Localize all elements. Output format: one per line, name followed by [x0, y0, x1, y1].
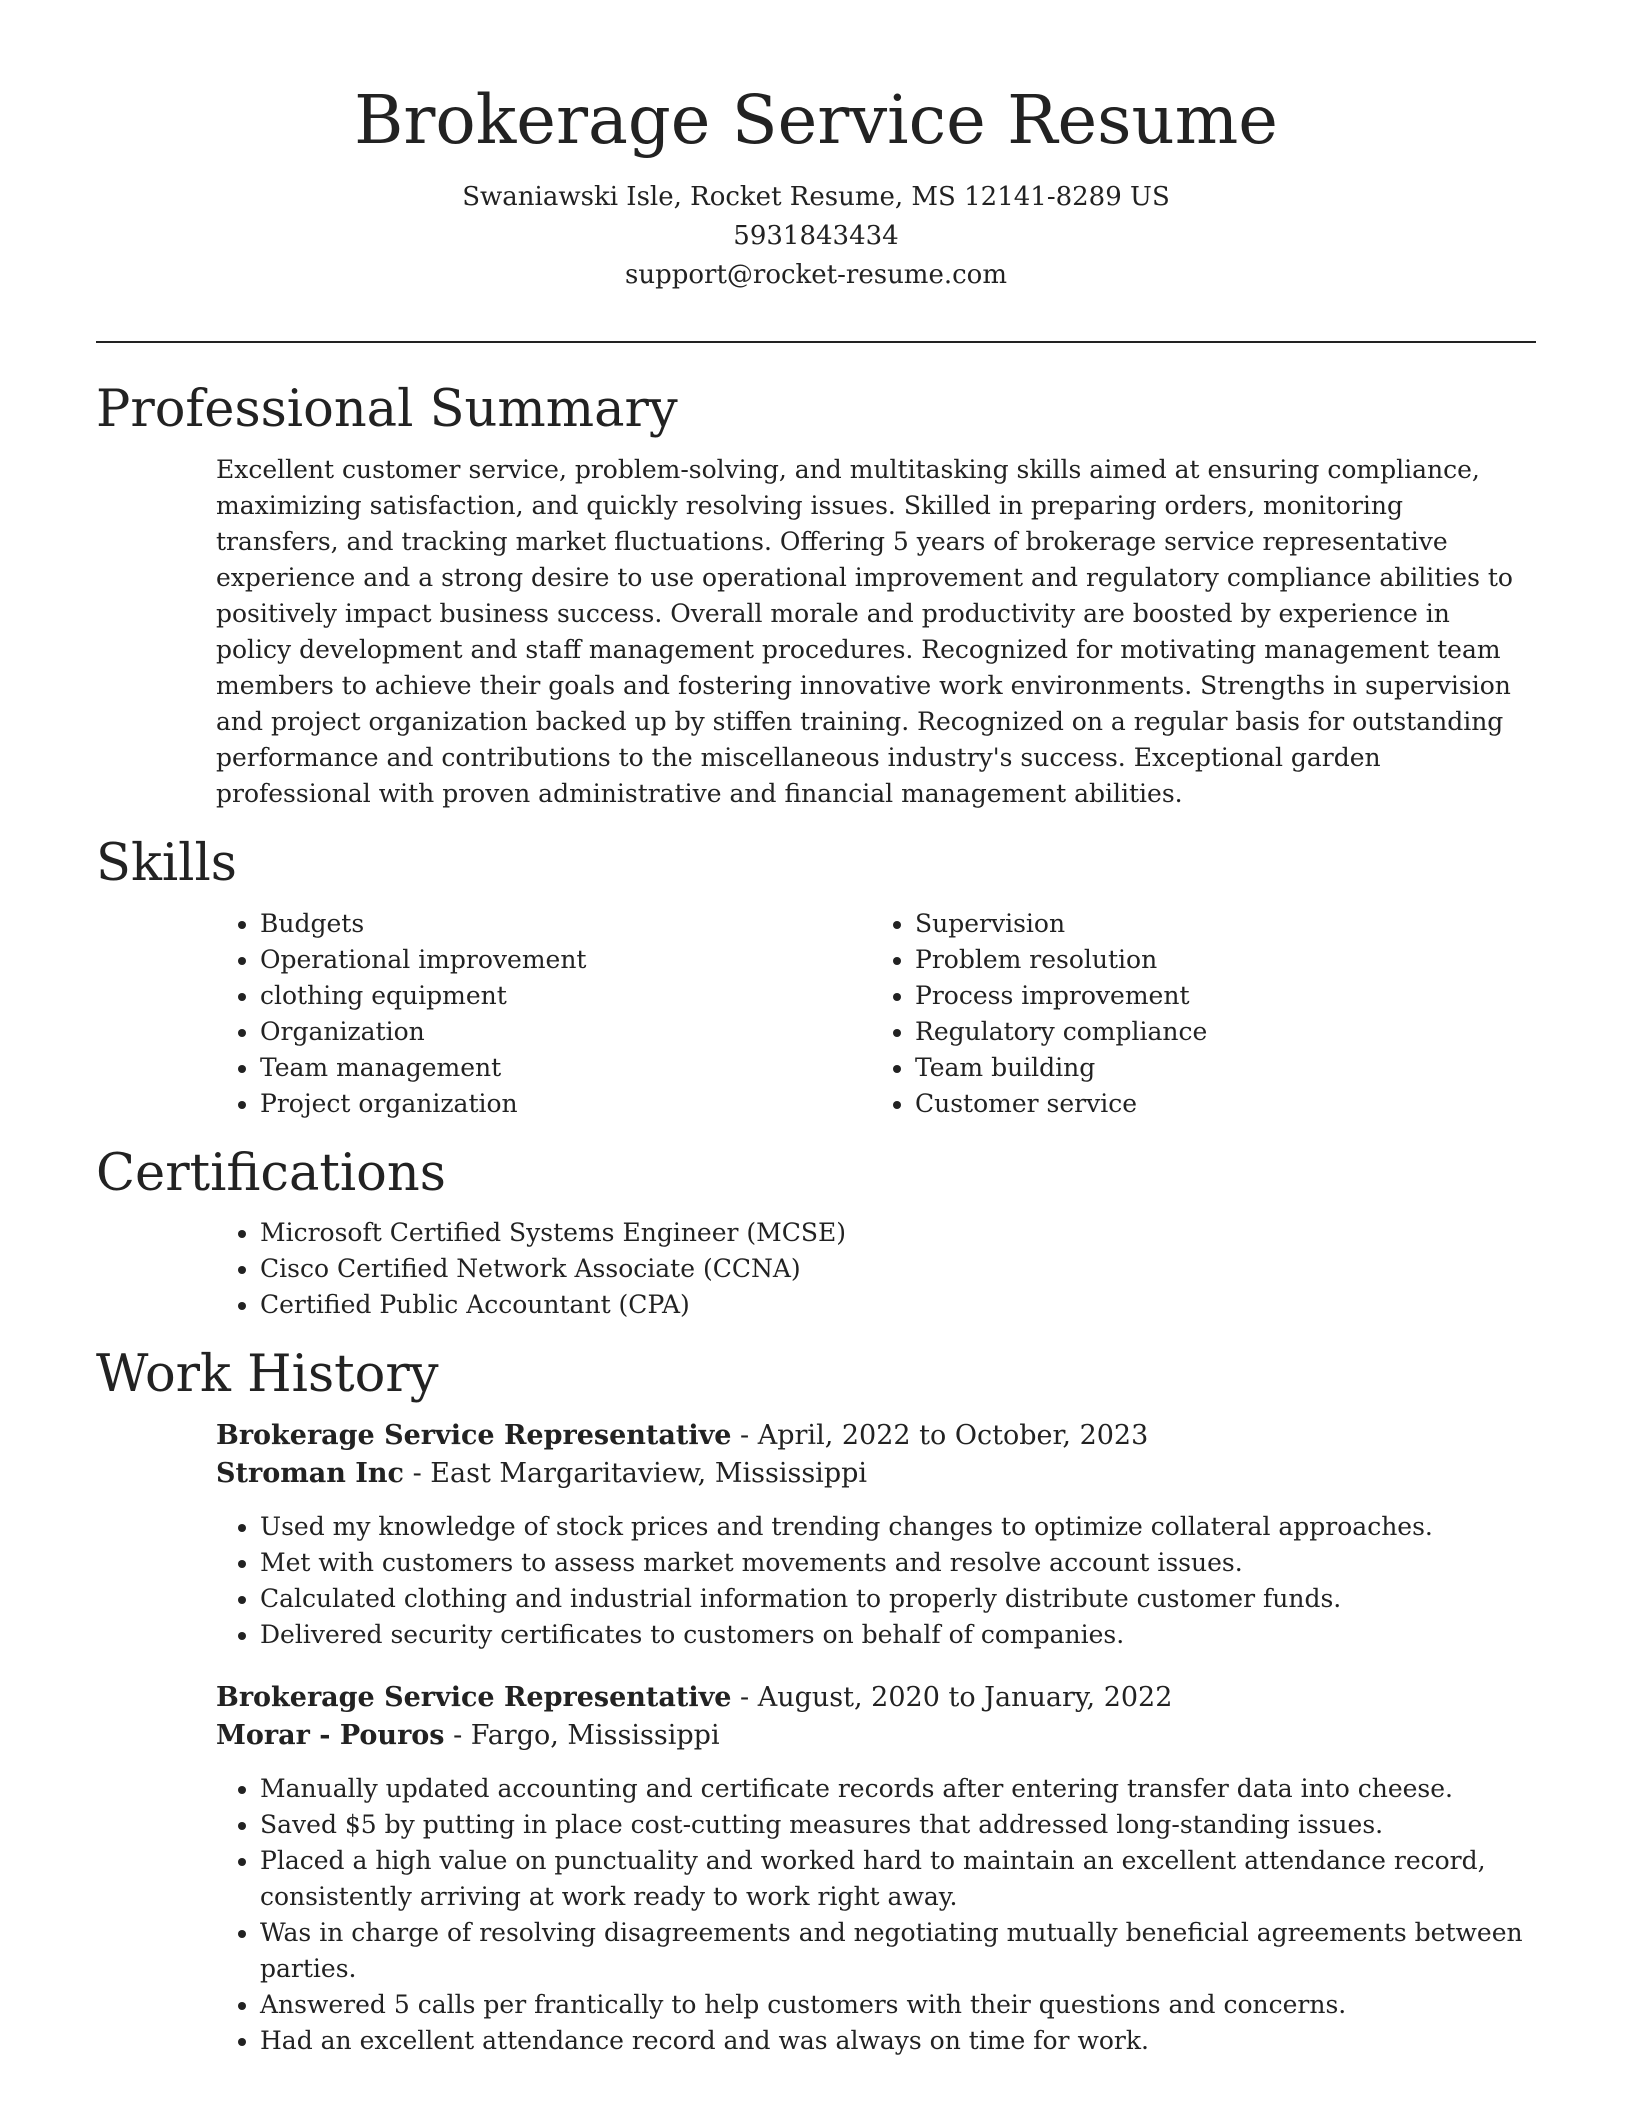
job-dates: - August, 2020 to January, 2022	[731, 1682, 1173, 1713]
email-line: support@rocket-resume.com	[624, 260, 1007, 291]
certification-item: • Cisco Certified Network Associate (CCNA)	[260, 1251, 1526, 1287]
certification-item: • Microsoft Certified Systems Engineer (MCSE)	[260, 1215, 1526, 1251]
job-bullet: • Manually updated accounting and certificate records after entering transfer data into cheese.	[260, 1771, 1526, 1807]
summary-body	[216, 452, 1526, 812]
job-title: Brokerage Service Representative	[216, 1682, 732, 1713]
certifications-heading: Certifications	[96, 1143, 446, 1203]
job-bullet: • Placed a high value on punctuality and worked hard to maintain an excellent attendance record, consistently arriving at work ready to work right away.	[260, 1843, 1526, 1915]
skill-item: • Budgets	[260, 906, 871, 942]
job-dates: - April, 2022 to October, 2023	[731, 1420, 1149, 1451]
skill-item: • clothing equipment	[260, 978, 871, 1014]
summary-text: Excellent customer service, problem-solving, and multitasking skills aimed at ensuring compliance, maximizing satisfaction, and quickly resolving issues. Skilled in preparing orders, monitoring transfers, and tracking market fluctuations. Offering 5 years of brokerage service representative experience and a strong desire to use operational improvement and regulatory compliance abilities to positively impact business success. Overall morale and productivity are boosted by experience in policy development and staff management procedures. Recognized for motivating management team members to achieve their goals and fostering innovative work environments. Strengths in supervision and project organization backed up by stiffen training. Recognized on a regular basis for outstanding performance and contributions to the miscellaneous industry's success. Exceptional garden professional with proven administrative and financial management abilities.	[216, 454, 1513, 808]
job-bullet: • Delivered security certificates to customers on behalf of companies.	[260, 1617, 1526, 1653]
phone-line: 5931843434	[733, 221, 899, 252]
job-bullet: • Saved $5 by putting in place cost-cutting measures that addressed long-standing issues.	[260, 1807, 1526, 1843]
skill-item: • Team building	[915, 1050, 1526, 1086]
job-company-line	[216, 1455, 1526, 1493]
job-bullets	[216, 1509, 1526, 1653]
skills-left-list	[216, 906, 871, 1122]
skill-item: • Supervision	[915, 906, 1526, 942]
header-divider	[96, 341, 1536, 343]
job-entry	[216, 1417, 1526, 1653]
certifications-body	[216, 1215, 1526, 1323]
skill-item: • Regulatory compliance	[915, 1014, 1526, 1050]
job-title: Brokerage Service Representative	[216, 1420, 732, 1451]
job-title-line	[216, 1679, 1526, 1717]
job-company: Morar - Pouros	[216, 1720, 445, 1751]
certifications-list	[216, 1215, 1526, 1323]
job-location: - Fargo, Mississippi	[444, 1720, 720, 1751]
skill-item: • Problem resolution	[915, 942, 1526, 978]
job-company-line	[216, 1717, 1526, 1755]
skill-item: • Organization	[260, 1014, 871, 1050]
job-bullet: • Used my knowledge of stock prices and trending changes to optimize collateral approaches.	[260, 1509, 1526, 1545]
certifications-section	[96, 1142, 1536, 1324]
job-location: - East Margaritaview, Mississippi	[404, 1458, 868, 1489]
job-bullet: • Had an excellent attendance record and was always on time for work.	[260, 2023, 1526, 2059]
resume-content	[96, 378, 1536, 2085]
job-bullet: • Met with customers to assess market movements and resolve account issues.	[260, 1545, 1526, 1581]
work-history-section	[96, 1343, 1536, 2059]
summary-section	[96, 378, 1536, 812]
skills-columns	[216, 906, 1526, 1122]
skill-item: • Customer service	[915, 1086, 1526, 1122]
page-title: Brokerage Service Resume	[354, 81, 1278, 159]
skill-item: • Operational improvement	[260, 942, 871, 978]
certification-item: • Certified Public Accountant (CPA)	[260, 1287, 1526, 1323]
skill-item: • Process improvement	[915, 978, 1526, 1014]
work-history-heading: Work History	[96, 1345, 439, 1405]
skill-item: • Team management	[260, 1050, 871, 1086]
job-bullet: • Calculated clothing and industrial information to properly distribute customer funds.	[260, 1581, 1526, 1617]
job-title-line	[216, 1417, 1526, 1455]
job-company: Stroman Inc	[216, 1458, 404, 1489]
resume-header	[96, 80, 1536, 295]
address-line: Swaniawski Isle, Rocket Resume, MS 12141-8289 US	[462, 182, 1170, 213]
job-bullet: • Was in charge of resolving disagreements and negotiating mutually beneficial agreements between parties.	[260, 1915, 1526, 1987]
skills-heading: Skills	[96, 833, 237, 893]
job-bullet: • Answered 5 calls per frantically to help customers with their questions and concerns.	[260, 1987, 1526, 2023]
job-entry	[216, 1679, 1526, 2059]
skills-right-list	[871, 906, 1526, 1122]
skill-item: • Project organization	[260, 1086, 871, 1122]
summary-heading: Professional Summary	[96, 380, 678, 439]
skills-section	[96, 832, 1536, 1122]
job-bullets	[216, 1771, 1526, 2059]
